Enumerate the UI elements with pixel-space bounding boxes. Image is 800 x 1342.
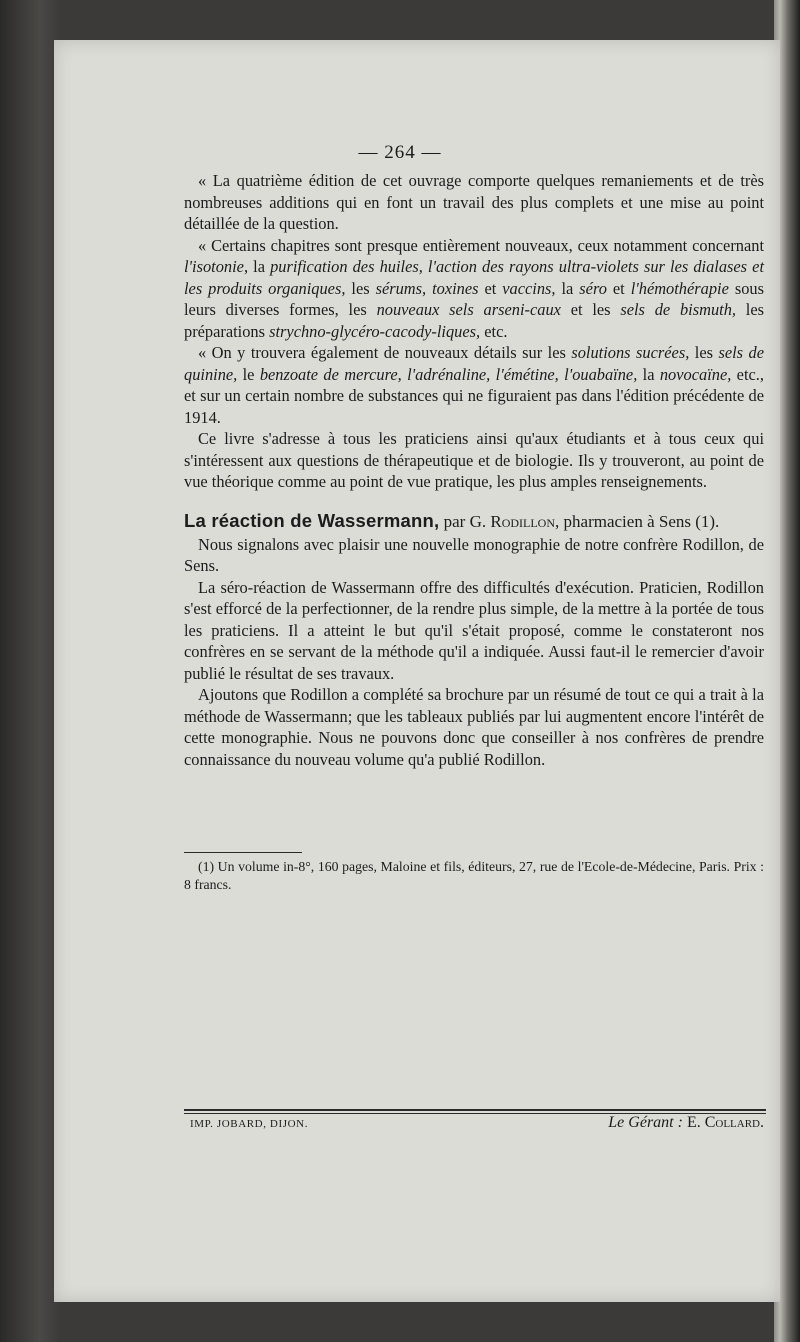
text-run: et	[478, 278, 503, 298]
section-rest: , pharmacien à Sens (1).	[555, 511, 720, 531]
italic-run: sels de quinine,	[184, 343, 765, 384]
text-run: les	[345, 278, 376, 298]
paragraph-intro-2	[184, 235, 764, 343]
bottom-rule-thick	[184, 1109, 766, 1111]
paragraph-intro-1	[184, 170, 764, 235]
paragraph-intro-4	[184, 428, 764, 493]
text-run: « Certains chapitres sont presque entièrement nouveaux, ceux notamment concernant	[198, 235, 764, 255]
italic-run: nouveaux sels arseni-caux	[376, 300, 561, 319]
italic-run: novocaïne,	[659, 364, 732, 384]
footnote-text: (1) Un volume in-8°, 160 pages, Maloine et fils, éditeurs, 27, rue de l'Ecole-de-Médecine, Paris. Prix : 8 francs.	[184, 859, 764, 892]
text-run: et	[606, 278, 631, 298]
italic-run: l'hémothérapie	[630, 278, 729, 298]
text-run: , la	[243, 257, 271, 276]
text-run: la	[637, 364, 660, 384]
text-run: etc., et sur un certain nombre de substances qui ne figuraient pas dans l'édition précédente de 1914.	[184, 364, 764, 427]
italic-run: l'émétine,	[495, 364, 559, 384]
paragraph-section-1: Nous signalons avec plaisir une nouvelle monographie de notre confrère Rodillon, de Sens.	[184, 534, 764, 575]
italic-run: strychno-glycéro-cacody-liques,	[269, 321, 481, 341]
gerant-signature	[608, 1114, 764, 1132]
section-title: La réaction de Wassermann,	[184, 509, 440, 531]
text-run: sous leurs diverses formes, les	[184, 278, 764, 319]
text-run: les préparations	[184, 300, 764, 341]
paragraph-section-2: La séro-réaction de Wassermann offre des difficultés d'exécution. Praticien, Rodillon s'est efforcé de la perfectionner, de la rendre plus simple, de la mettre à la portée de tous les praticiens. Il a atteint le but qu'il s'était proposé, comme le constateront nos confrères en se servant de la méthode qu'il a indiquée. Aussi faut-il le remercier d'avoir publié le résultat de ses travaux.	[184, 577, 764, 683]
italic-run: l'isotonie	[184, 257, 244, 276]
text-run: les	[689, 343, 719, 362]
italic-run: benzoate de mercure, l'adrénaline,	[259, 364, 491, 384]
body-text	[184, 170, 764, 770]
text-run: et les	[560, 300, 621, 319]
italic-run: séro	[579, 278, 607, 298]
gerant-name: E. Collard.	[686, 1114, 764, 1131]
italic-run: purification des huiles, l'action des rayons ultra-violets sur les dialases et les produits organiques,	[184, 257, 764, 298]
text-run: « La quatrième édition de cet ouvrage comporte quelques remaniements et de très nombreuses additions qui en font un travail des plus complets et une mise au point détaillée de la question.	[184, 171, 764, 233]
text-run: Ce livre s'adresse à tous les praticiens ainsi qu'aux étudiants et à tous ceux qui s'intéressent aux questions de thérapeutique et de biologie. Ils y trouveront, au point de vue théorique comme au point de vue pratique, les plus amples renseignements.	[184, 429, 764, 491]
footnote-rule	[184, 852, 302, 853]
page-number: — 264 —	[358, 142, 442, 163]
text-run: le	[237, 364, 260, 384]
italic-run: l'ouabaïne,	[564, 364, 638, 384]
text-run: la	[555, 278, 580, 298]
gerant-label: Le Gérant :	[608, 1114, 683, 1131]
footnote	[184, 858, 764, 894]
section-author: Rodillon	[490, 511, 556, 531]
paragraph-intro-3	[184, 342, 764, 428]
section-by: par G.	[439, 511, 491, 531]
italic-run: sels de bismuth,	[620, 300, 736, 319]
text-run: etc.	[480, 321, 508, 341]
italic-run: vaccins,	[502, 278, 556, 298]
italic-run: solutions sucrées,	[571, 343, 690, 362]
paragraph-section-3: Ajoutons que Rodillon a complété sa brochure par un résumé de tout ce qui a trait à la méthode de Wassermann; que les tableaux publiés par lui augmentent encore l'intérêt de cette monographie. Nous ne pouvons donc que conseiller à nos confrères de prendre connaissance du nouveau volume qu'a publié Rodillon.	[184, 685, 764, 769]
italic-run: sérums, toxines	[375, 278, 479, 298]
section-heading	[184, 509, 764, 534]
text-run: « On y trouvera également de nouveaux détails sur les	[198, 343, 572, 362]
printer-imprint: IMP. JOBARD, DIJON.	[190, 1118, 309, 1130]
